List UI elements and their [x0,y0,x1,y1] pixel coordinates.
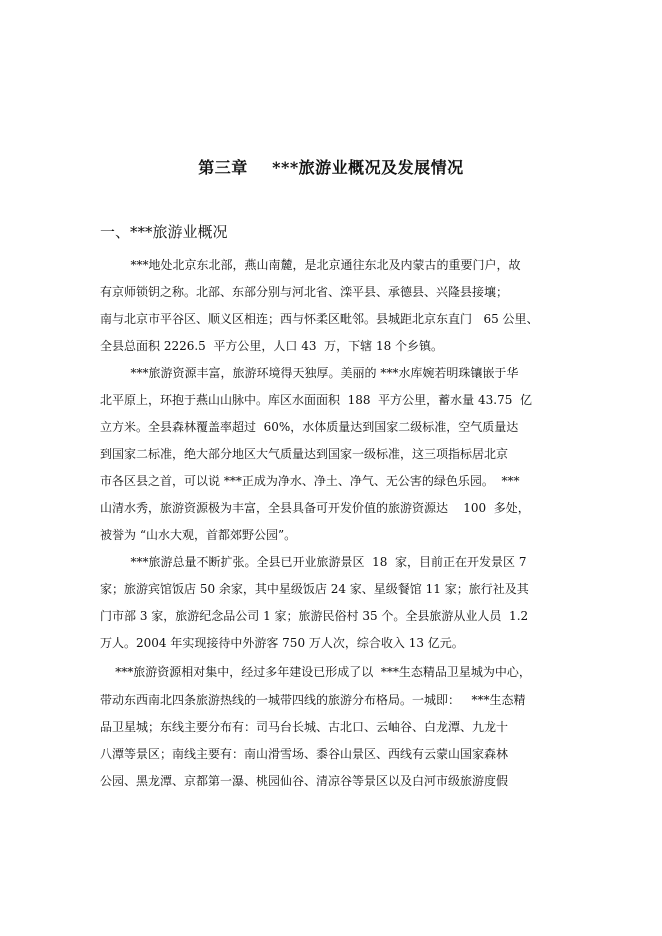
body-line: 品卫星城；东线主要分布有：司马台长城、古北口、云岫谷、白龙潭、九龙十 [100,720,509,734]
section-heading: 一、***旅游业概况 [100,223,228,241]
body-line: 北平原上，环抱于燕山山脉中。库区水面面积 188 平方公里，蓄水量 43.75 亿 [100,393,532,407]
body-line: ***旅游资源相对集中，经过多年建设已形成了以 ***生态精品卫星城为中心， [100,665,531,679]
body-line: 八潭等景区；南线主要有：南山滑雪场、黍谷山景区、西线有云蒙山国家森林 [100,747,509,761]
body-line: 有京师锁钥之称。北部、东部分别与河北省、滦平县、承德县、兴隆县接壤； [100,285,509,299]
body-line: 门市部 3 家，旅游纪念品公司 1 家；旅游民俗村 35 个。全县旅游从业人员 1.2 [100,609,529,623]
body-line: 立方米。全县森林覆盖率超过 60%，水体质量达到国家二级标准，空气质量达 [100,420,519,434]
body-line: 到国家二标准，绝大部分地区大气质量达到国家一级标准，这三项指标居北京 [100,447,509,461]
body-line: 南与北京市平谷区、顺义区相连；西与怀柔区毗邻。县城距北京东直门 65 公里、 [100,312,539,326]
body-line: 被誉为 “山水大观，首都郊野公园”。 [100,528,297,542]
body-line: 万人。2004 年实现接待中外游客 750 万人次，综合收入 13 亿元。 [100,636,464,650]
body-line: 公园、黑龙潭、京都第一瀑、桃园仙谷、清凉谷等景区以及白河市级旅游度假 [100,774,509,788]
body-line: ***旅游总量不断扩张。全县已开业旅游景区 18 家，目前正在开发景区 7 [100,555,527,569]
body-line: ***地处北京东北部，燕山南麓，是北京通往东北及内蒙古的重要门户，故 [100,258,521,272]
body-line: 全县总面积 2226.5 平方公里，人口 43 万，下辖 18 个乡镇。 [100,339,444,353]
body-line: 带动东西南北四条旅游热线的一城带四线的旅游分布格局。一城即： ***生态精 [100,693,526,707]
body-line: 家；旅游宾馆饭店 50 余家，其中星级饭店 24 家、星级餐馆 11 家；旅行社及其 [100,582,529,596]
body-line: 山清水秀，旅游资源极为丰富，全县具备可开发价值的旅游资源达 100 多处， [100,501,530,515]
body-line: 市各区县之首，可以说 ***正成为净水、净土、净气、无公害的绿色乐园。 *** [100,474,520,488]
chapter-title: 第三章 ***旅游业概况及发展情况 [198,158,464,177]
body-line: ***旅游资源丰富，旅游环境得天独厚。美丽的 ***水库婉若明珠镶嵌于华 [100,366,519,380]
